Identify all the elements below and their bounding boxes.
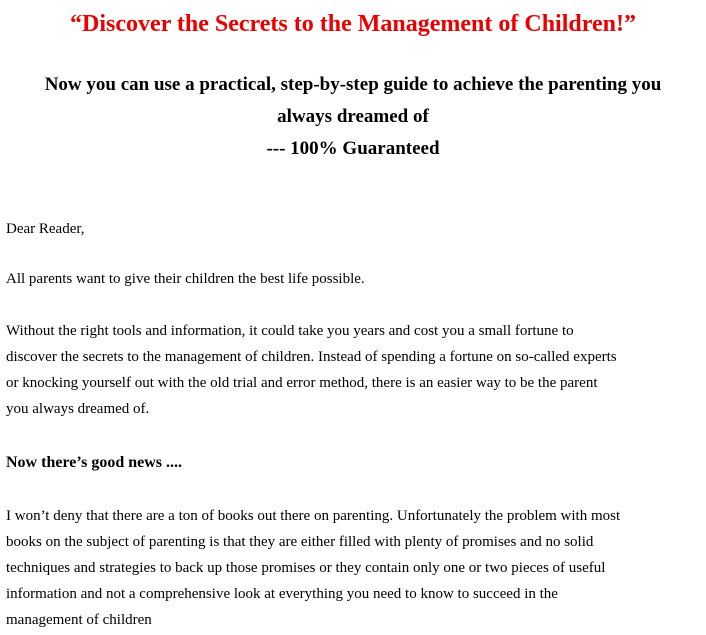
paragraph-line: I won’t deny that there are a ton of books out there on parenting. Unfortunately the problem with most — [6, 508, 621, 524]
guarantee-line: --- 100% Guaranteed — [266, 138, 440, 159]
paragraph-line: techniques and strategies to back up those promises or they contain only one or two pieces of useful — [6, 560, 606, 576]
subheadline — [0, 69, 706, 165]
subheadline-line: Now you can use a practical, step-by-step guide to achieve the parenting you — [44, 74, 662, 95]
paragraph-intro: All parents want to give their children the best life possible. — [6, 271, 365, 287]
paragraph-line: information and not a comprehensive look at everything you need to know to succeed in the — [6, 586, 558, 602]
headline: “Discover the Secrets to the Management of Children!” — [70, 11, 636, 37]
salutation: Dear Reader, — [6, 221, 85, 237]
paragraph-books — [6, 503, 702, 633]
paragraph-line: books on the subject of parenting is that they are either filled with plenty of promises and no solid — [6, 534, 594, 550]
subheadline-line: always dreamed of — [277, 106, 429, 127]
paragraph-line: discover the secrets to the management of children. Instead of spending a fortune on so-called experts — [6, 349, 617, 365]
paragraph-line: management of children — [6, 612, 152, 628]
paragraph-problem — [6, 318, 702, 422]
paragraph-line: you always dreamed of. — [6, 401, 150, 417]
paragraph-line: Without the right tools and information, it could take you years and cost you a small fortune to — [6, 323, 574, 339]
good-news-heading: Now there’s good news .... — [6, 454, 182, 471]
paragraph-line: or knocking yourself out with the old trial and error method, there is an easier way to be the parent — [6, 375, 598, 391]
